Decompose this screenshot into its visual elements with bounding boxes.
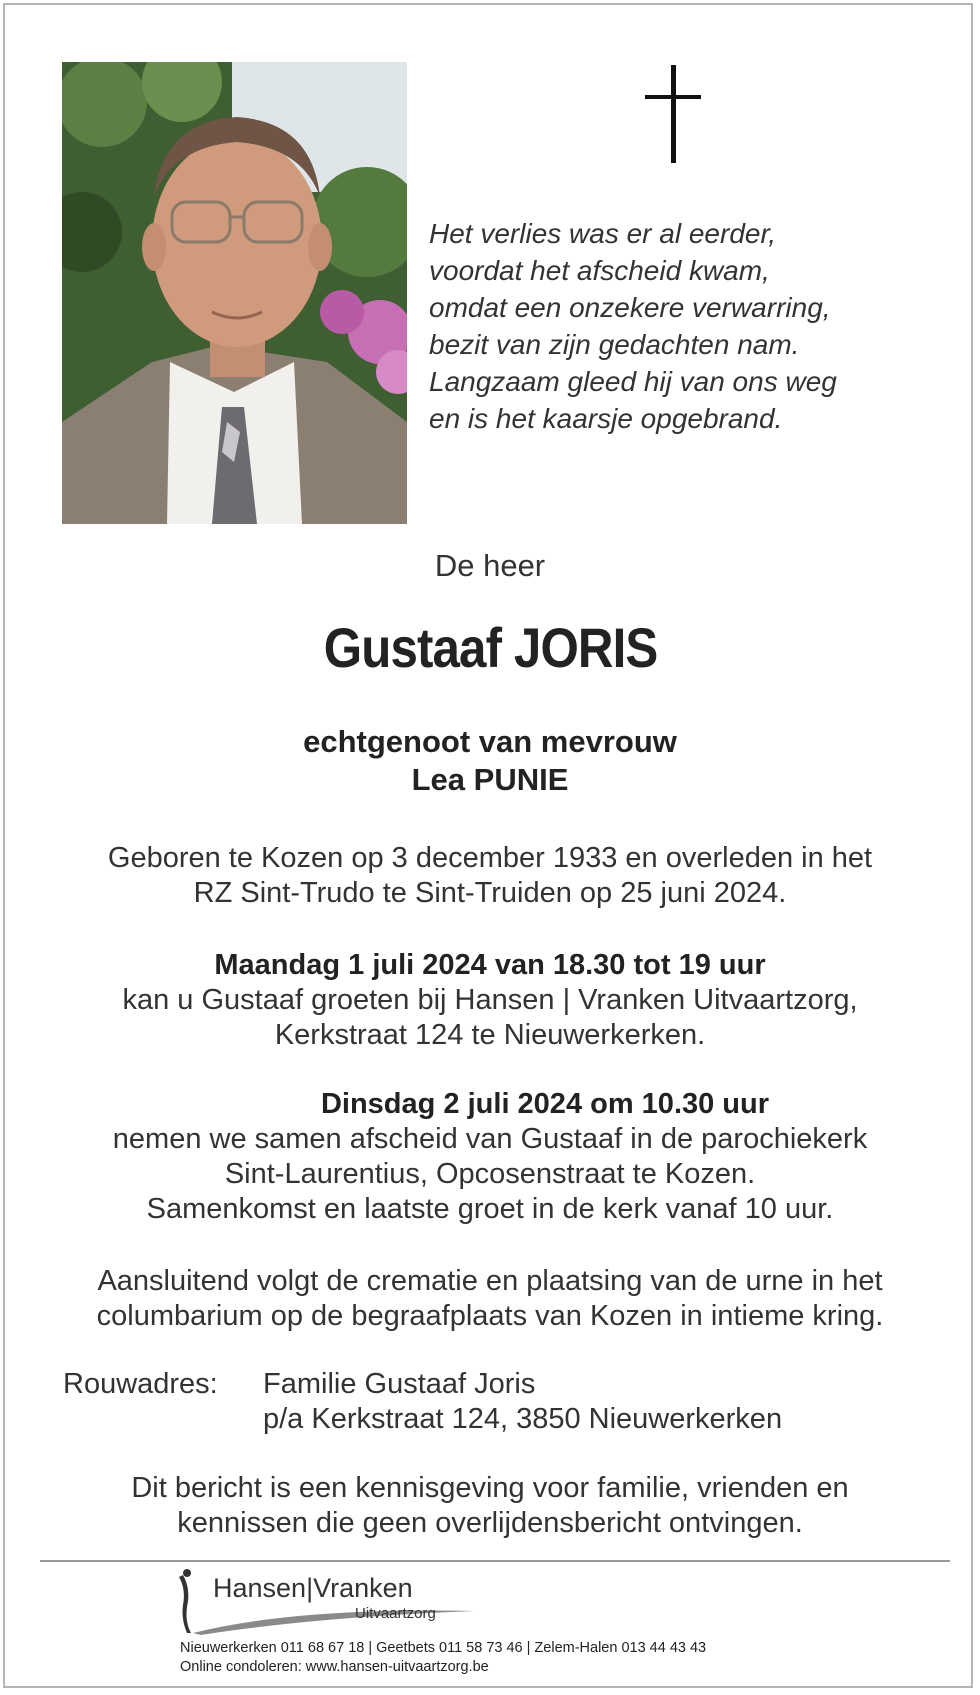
- birth-death-paragraph: [5, 841, 975, 911]
- visitation-line: Kerkstraat 124 te Nieuwerkerken.: [274, 1019, 706, 1051]
- funeral-home-subtitle: Uitvaartzorg: [355, 1605, 436, 1622]
- ceremony-paragraph: [5, 1087, 975, 1227]
- contact-online-link[interactable]: Online condoleren: www.hansen-uitvaartzorg.be: [180, 1659, 489, 1675]
- cremation-line: columbarium op de begraafplaats van Kozen in intieme kring.: [96, 1300, 884, 1332]
- contact-phones: Nieuwerkerken 011 68 67 18 | Geetbets 011 58 73 46 | Zelem-Halen 013 44 43 43: [180, 1640, 707, 1656]
- birth-death-line: Geboren te Kozen op 3 december 1933 en overleden in het: [107, 842, 873, 874]
- poem-line: Langzaam gleed hij van ons weg: [429, 366, 837, 397]
- footer-divider: [40, 1560, 950, 1562]
- notice-paragraph: [5, 1471, 975, 1541]
- poem-line: Het verlies was er al eerder,: [429, 218, 777, 249]
- portrait-illustration: [62, 62, 407, 524]
- brand-left: Hansen: [213, 1573, 307, 1603]
- brand-separator: |: [306, 1573, 314, 1603]
- notice-line: Dit bericht is een kennisgeving voor familie, vrienden en: [131, 1472, 849, 1504]
- cross-icon: [645, 65, 705, 165]
- spouse-block: [5, 723, 975, 799]
- visitation-paragraph: [5, 948, 975, 1053]
- obituary-card: [3, 3, 973, 1688]
- rouwadres-line: Familie Gustaaf Joris: [263, 1368, 536, 1400]
- brand-right: Vranken: [313, 1573, 413, 1603]
- birth-death-line: RZ Sint-Trudo te Sint-Truiden op 25 juni 2024.: [193, 877, 787, 909]
- cremation-line: Aansluitend volgt de crematie en plaatsing van de urne in het: [97, 1265, 883, 1297]
- ceremony-line: Sint-Laurentius, Opcosenstraat te Kozen.: [224, 1158, 756, 1190]
- rouwadres-label: Rouwadres:: [63, 1368, 218, 1400]
- portrait-photo: [62, 62, 407, 524]
- deceased-name: Gustaaf JORIS: [323, 616, 658, 679]
- poem-line: bezit van zijn gedachten nam.: [429, 329, 800, 360]
- funeral-home-brand: [213, 1573, 413, 1604]
- cremation-paragraph: [5, 1264, 975, 1334]
- visitation-line: kan u Gustaaf groeten bij Hansen | Vranken Uitvaartzorg,: [122, 984, 858, 1016]
- notice-line: kennissen die geen overlijdensbericht ontvingen.: [177, 1507, 803, 1539]
- poem-line: en is het kaarsje opgebrand.: [429, 403, 783, 434]
- ceremony-heading: Dinsdag 2 juli 2024 om 10.30 uur: [320, 1088, 770, 1120]
- poem-line: omdat een onzekere verwarring,: [429, 292, 831, 323]
- funeral-home-contact: [180, 1639, 706, 1677]
- honorific: De heer: [434, 548, 546, 583]
- spouse-name: Lea PUNIE: [411, 762, 569, 797]
- rouwadres-value: [263, 1367, 782, 1437]
- ceremony-line: nemen we samen afscheid van Gustaaf in de parochiekerk: [112, 1123, 868, 1155]
- poem: [429, 215, 929, 437]
- poem-line: voordat het afscheid kwam,: [429, 255, 770, 286]
- spouse-relation: echtgenoot van mevrouw: [303, 724, 677, 759]
- ceremony-line: Samenkomst en laatste groet in de kerk vanaf 10 uur.: [146, 1193, 834, 1225]
- visitation-heading: Maandag 1 juli 2024 van 18.30 tot 19 uur: [214, 949, 766, 981]
- rouwadres-line: p/a Kerkstraat 124, 3850 Nieuwerkerken: [263, 1403, 783, 1435]
